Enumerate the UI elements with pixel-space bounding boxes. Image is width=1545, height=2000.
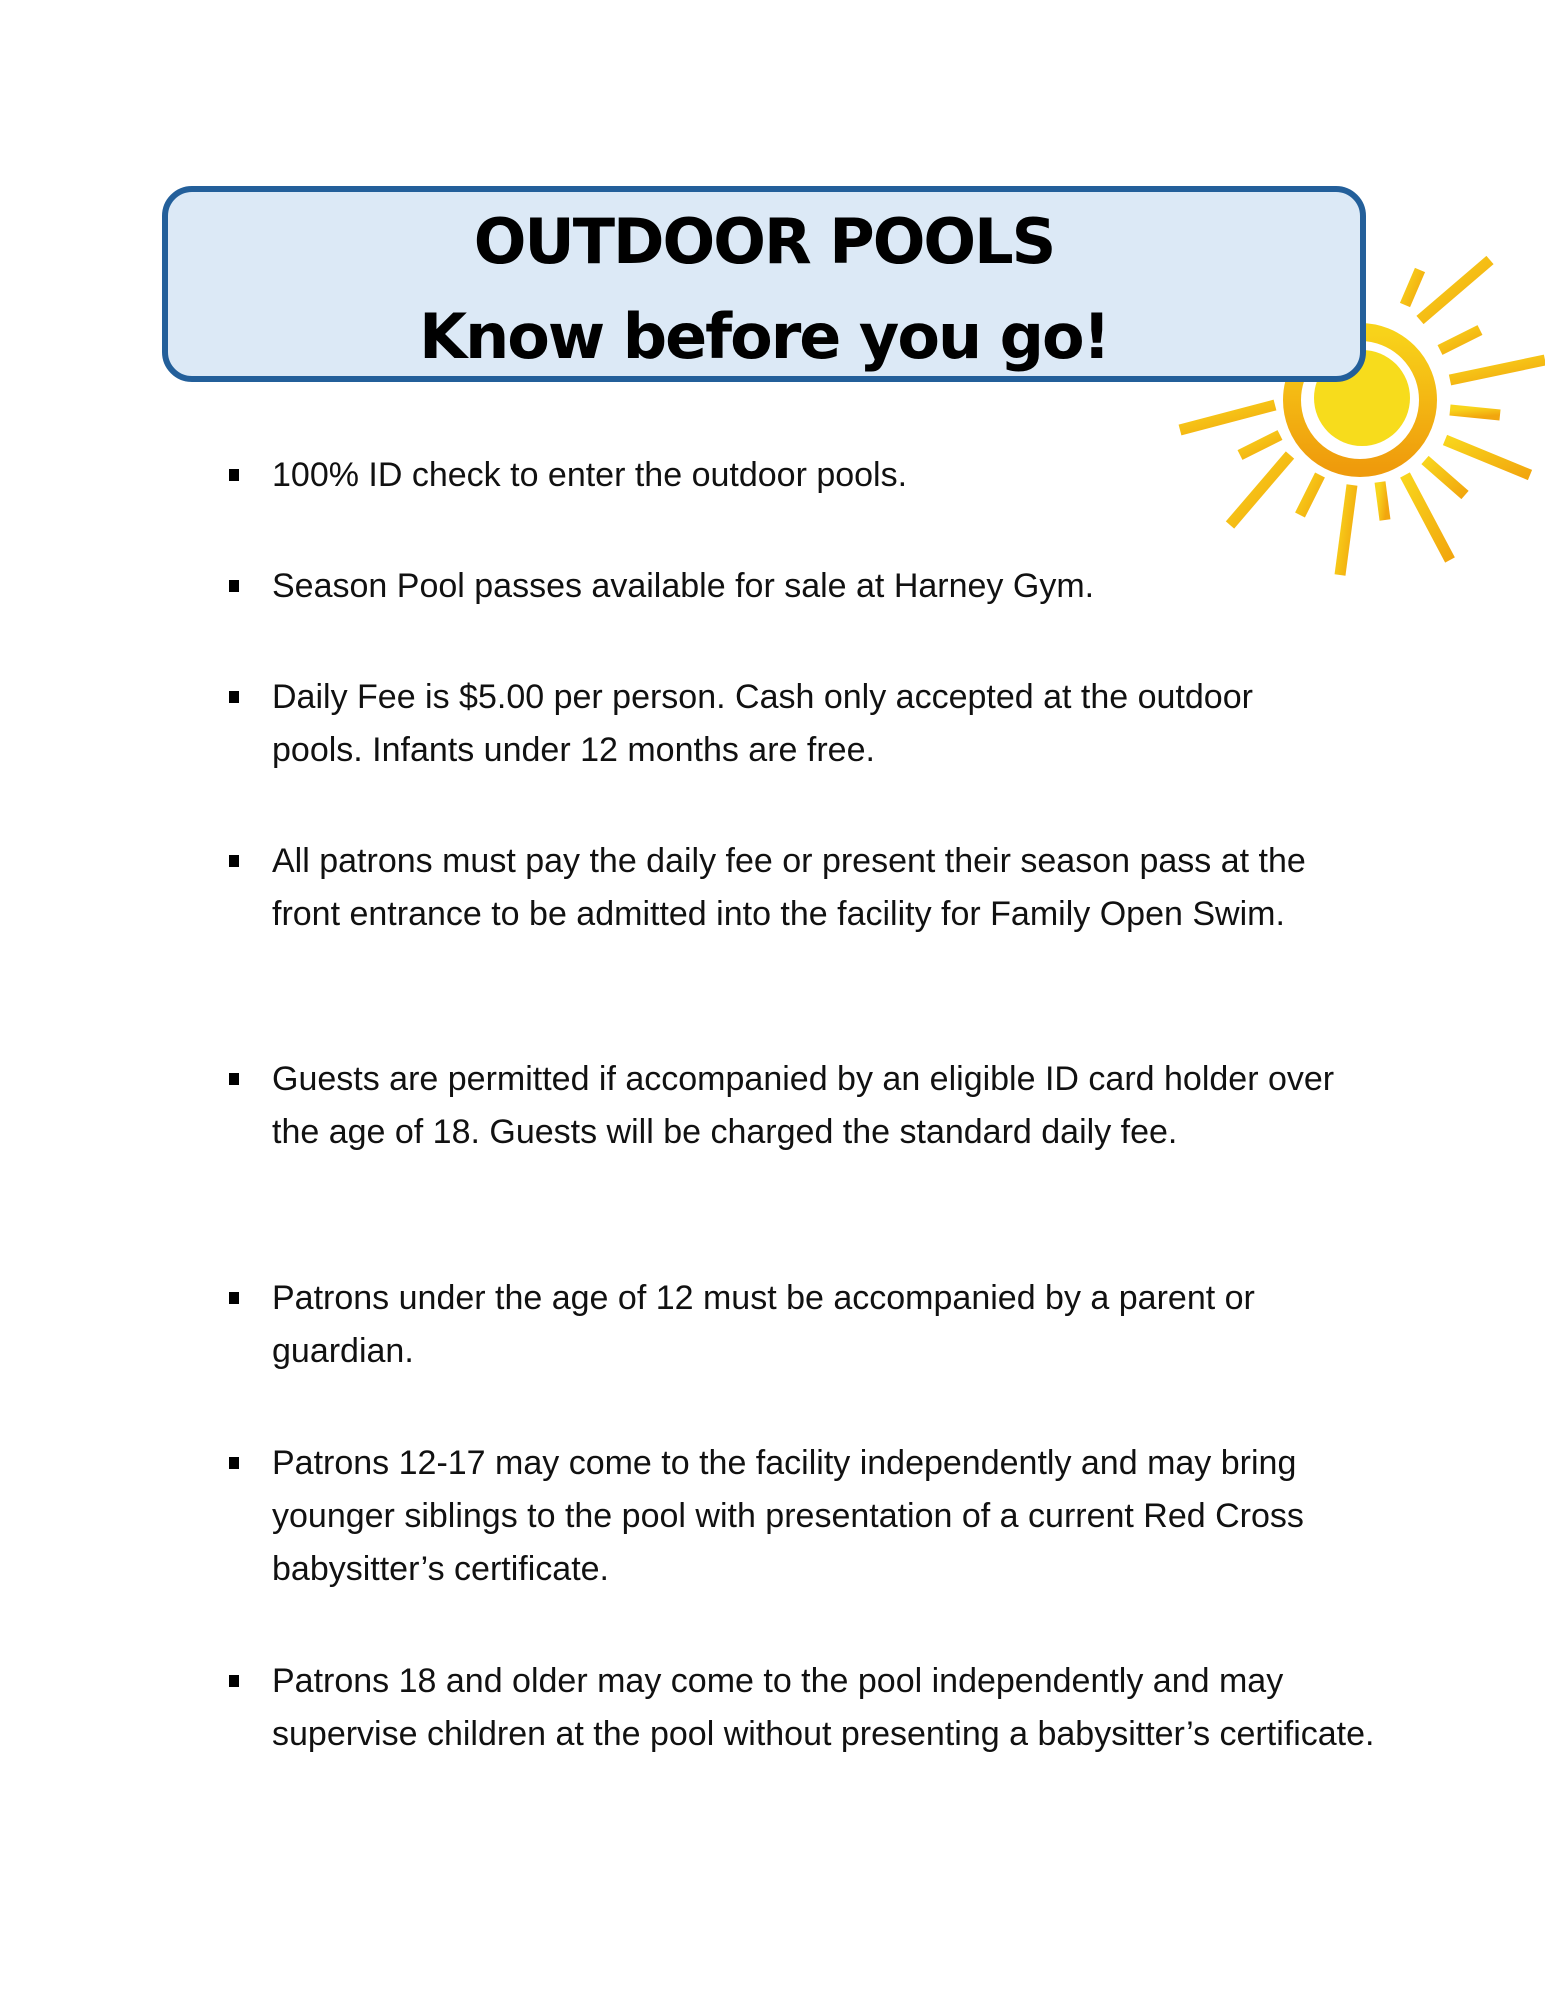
list-item: [272, 449, 1382, 502]
bullet-icon: [229, 469, 239, 481]
bullet-icon: [229, 691, 239, 703]
bullet-icon: [229, 1073, 239, 1085]
bullet-icon: [229, 580, 239, 592]
bullet-icon: [229, 1292, 239, 1304]
page-title: OUTDOOR POOLS: [473, 205, 1055, 278]
list-item: [272, 560, 1382, 613]
list-item: [272, 1272, 1382, 1378]
bullet-icon: [229, 1675, 239, 1687]
rule-text: 100% ID check to enter the outdoor pools.: [272, 456, 908, 494]
rule-text: All patrons must pay the daily fee or present their season pass at the front entrance to be admitted into the facility for Family Open Swim.: [272, 842, 1306, 933]
rule-text: Patrons 12-17 may come to the facility independently and may bring younger siblings to the pool with presentation of a current Red Cross babysitter’s certificate.: [272, 1444, 1304, 1588]
list-item: [272, 1053, 1372, 1159]
list-item: [272, 671, 1312, 777]
bullet-icon: [229, 1457, 239, 1469]
list-item: [272, 835, 1372, 941]
list-item: [272, 1437, 1392, 1596]
rule-text: Guests are permitted if accompanied by an eligible ID card holder over the age of 18. Guests will be charged the standard daily fee.: [272, 1060, 1335, 1151]
rule-text: Patrons under the age of 12 must be accompanied by a parent or guardian.: [272, 1279, 1255, 1370]
rule-text: Season Pool passes available for sale at Harney Gym.: [272, 567, 1095, 605]
list-item: [272, 1655, 1382, 1761]
bullet-icon: [229, 855, 239, 867]
rule-text: Daily Fee is $5.00 per person. Cash only accepted at the outdoor pools. Infants under 12 months are free.: [272, 678, 1253, 769]
rule-text: Patrons 18 and older may come to the pool independently and may supervise children at the pool without presenting a babysitter’s certificate.: [272, 1662, 1375, 1753]
page-subtitle: Know before you go!: [419, 300, 1109, 373]
